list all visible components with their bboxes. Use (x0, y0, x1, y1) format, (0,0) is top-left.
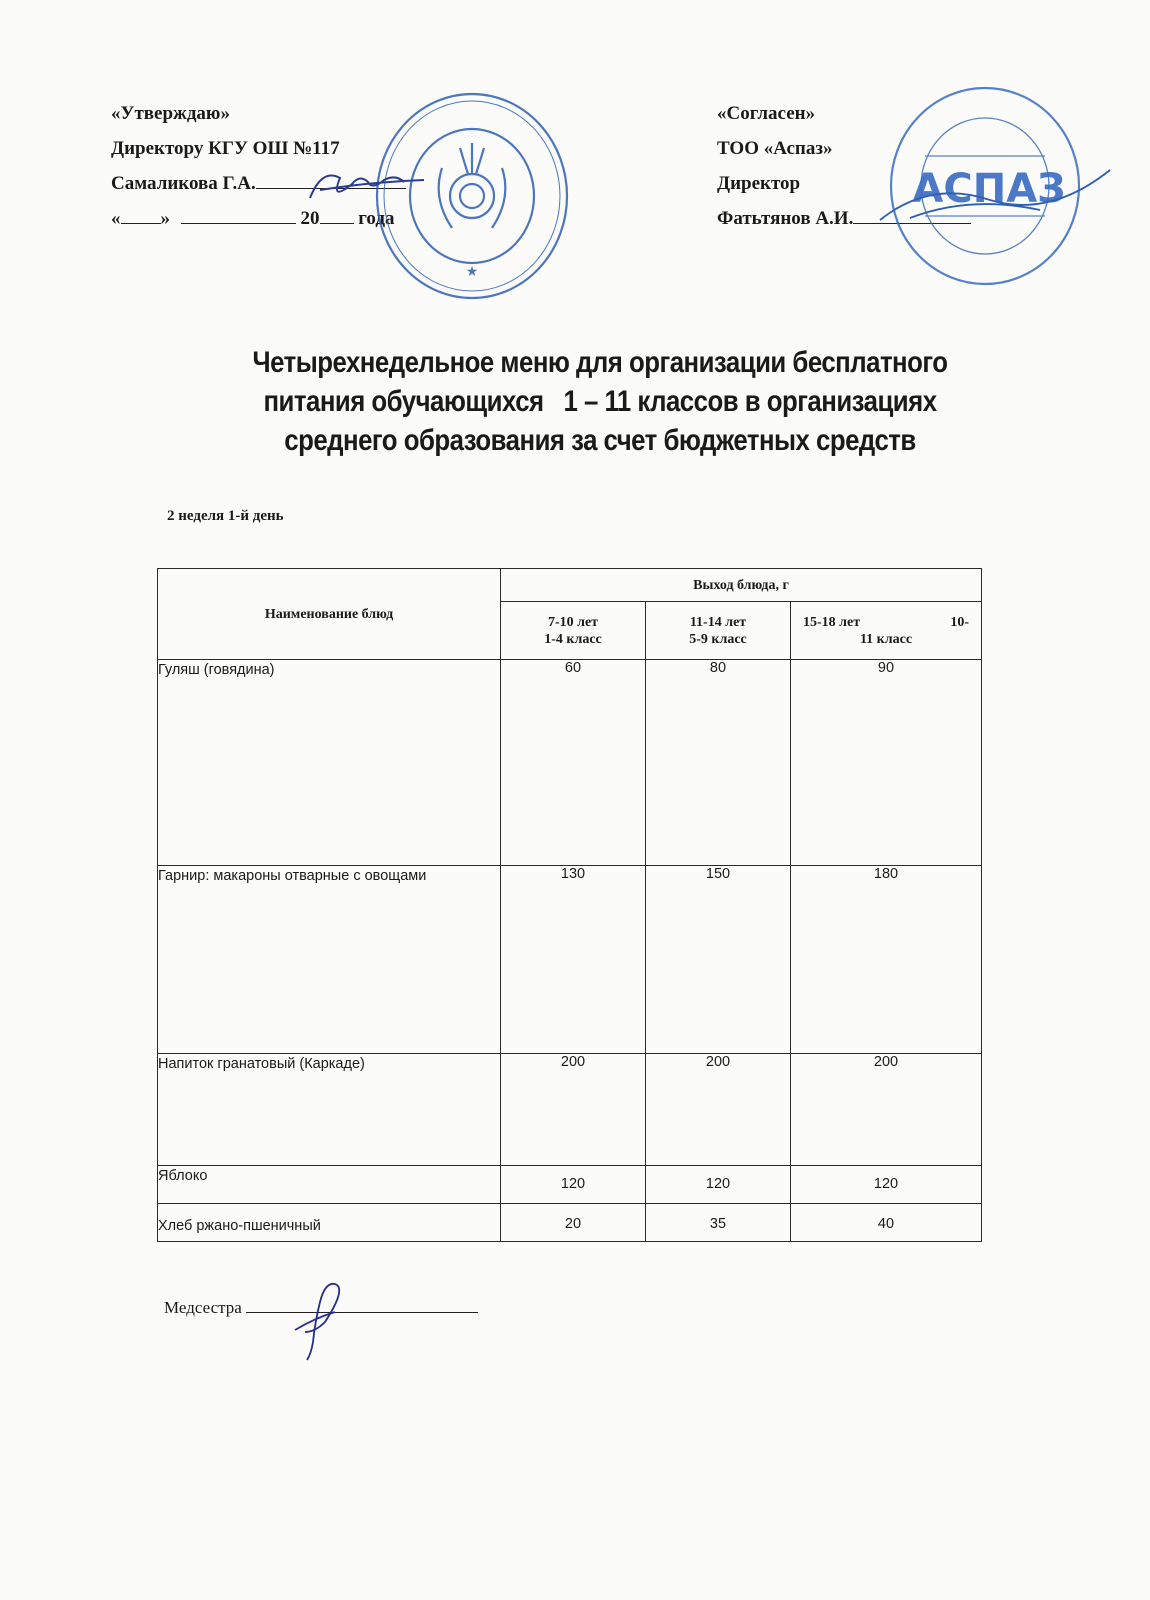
company-director-signature-icon (870, 160, 1120, 240)
dish-name: Гуляш (говядина) (158, 660, 501, 866)
header-col-1: 7-10 лет 1-4 класс (501, 602, 646, 660)
portion-15-18: 200 (791, 1054, 982, 1166)
agreement-company: ТОО «Аспаз» (717, 138, 833, 159)
agreement-position: Директор (717, 173, 801, 194)
table-row (158, 1054, 982, 1166)
portion-11-14: 80 (646, 660, 791, 866)
dish-name: Яблоко (158, 1166, 501, 1204)
portion-7-10: 130 (501, 866, 646, 1054)
portion-11-14: 120 (646, 1166, 791, 1204)
approval-heading: «Утверждаю» (111, 103, 230, 124)
portion-15-18: 90 (791, 660, 982, 866)
portion-7-10: 120 (501, 1166, 646, 1204)
svg-text:АСПАЗ: АСПАЗ (912, 166, 1066, 212)
portion-7-10: 20 (501, 1204, 646, 1242)
table-row (158, 1204, 982, 1242)
header-dish-name: Наименование блюд (158, 569, 501, 660)
director-signature-icon (300, 160, 430, 210)
portion-15-18: 180 (791, 866, 982, 1054)
table-row (158, 1166, 982, 1204)
menu-table (157, 568, 982, 1242)
header-portion-group: Выход блюда, г (501, 569, 982, 602)
agreement-heading: «Согласен» (717, 103, 816, 124)
table-row (158, 660, 982, 866)
svg-text:★: ★ (465, 264, 479, 280)
header-col-2: 11-14 лет 5-9 класс (646, 602, 791, 660)
portion-15-18: 120 (791, 1166, 982, 1204)
dish-name: Гарнир: макароны отварные с овощами (158, 866, 501, 1054)
table-row (158, 866, 982, 1054)
dish-name: Хлеб ржано-пшеничный (158, 1204, 501, 1242)
header-col-3: 15-18 лет 10- 11 класс (791, 602, 982, 660)
portion-7-10: 200 (501, 1054, 646, 1166)
dish-name: Напиток гранатовый (Каркаде) (158, 1054, 501, 1166)
portion-11-14: 200 (646, 1054, 791, 1166)
nurse-signature-icon (285, 1282, 355, 1362)
approval-date-line: « » 20 года (111, 208, 395, 229)
portion-11-14: 35 (646, 1204, 791, 1242)
approval-name: Самаликова Г.А. (111, 173, 256, 194)
nurse-label: Медсестра (164, 1298, 242, 1317)
signature-line (246, 1296, 478, 1313)
document-title: Четырехнедельное меню для организации бесплатного питания обучающихся 1 – 11 классов в организациях среднего образования за счет бюджетных средств (252, 346, 948, 457)
portion-15-18: 40 (791, 1204, 982, 1242)
week-day-label: 2 неделя 1-й день (167, 508, 284, 524)
table-header-row (158, 569, 982, 602)
agreement-name: Фатьтянов А.И. (717, 208, 854, 229)
portion-11-14: 150 (646, 866, 791, 1054)
portion-7-10: 60 (501, 660, 646, 866)
approval-director-line: Директору КГУ ОШ №117 (111, 138, 340, 159)
